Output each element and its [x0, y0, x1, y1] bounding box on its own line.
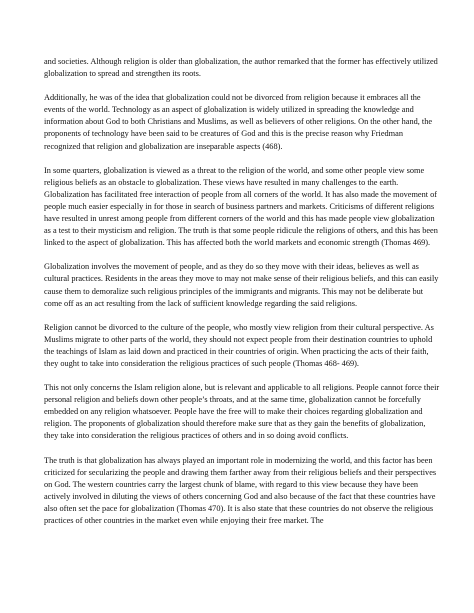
- paragraph-3: In some quarters, globalization is viewed as a threat to the religion of the world, and some other people view some religious beliefs as an obstacle to globalization. These views have resulted in many challenges to the earth. Globalization has facilitated free interaction of people from all corners of the world. It has also made the movement of people much easier especially in for those in search of business partners and markets. Criticisms of different religions have resulted in unrest among people from different corners of the world and this has made people view globalization as a test to their mysticism and religion. The truth is that some people ridicule the religions of others, and this has been linked to the aspect of globalization. This has affected both the world markets and economic strength (Thomas 469).: [44, 165, 438, 248]
- paragraph-1: and societies. Although religion is older than globalization, the author remarked that the former has effectively utilized globalization to spread and strengthen its roots.: [44, 57, 438, 79]
- paragraph-2: Additionally, he was of the idea that globalization could not be divorced from religion because it embraces all the events of the world. Technology as an aspect of globalization is widely utilized in spreading the knowledge and information about God to both Christians and Muslims, as well as believers of other religions. On the other hand, the proponents of technology have been said to be creatures of God and this is the precise reason why Friedman recognized that religion and globalization are inseparable aspects (468).: [44, 93, 433, 151]
- paragraph-4: Globalization involves the movement of people, and as they do so they move with their ideas, believes as well as cultural practices. Residents in the areas they move to may not make sense of their religious beliefs, and this can easily cause them to demoralize such religious principles of the immigrants and migrants. This may not be deliberate but come off as an act resulting from the lack of sufficient knowledge regarding the said religions.: [44, 262, 439, 308]
- paragraph-5: Religion cannot be divorced to the culture of the people, who mostly view religion from their cultural perspective. As Muslims migrate to other parts of the world, they should not expect people from their destination countries to uphold the teachings of Islam as laid down and practiced in their countries of origin. When practicing the acts of their faith, they ought to take into consideration the religious practices of such people (Thomas 468- 469).: [44, 322, 434, 368]
- document-page: [44, 56, 440, 539]
- paragraph-7: The truth is that globalization has always played an important role in modernizing the world, and this factor has been criticized for secularizing the people and drawing them farther away from their religious beliefs and their perspectives on God. The western countries carry the largest chunk of blame, with regard to this view because they have been actively involved in diluting the views of others concerning God and also because of the fact that these countries have also often set the pace for globalization (Thomas 470). It is also state that these countries do not observe the religious practices of other countries in the market even while enjoying their free market. The: [44, 455, 437, 525]
- paragraph-6: This not only concerns the Islam religion alone, but is relevant and applicable to all religions. People cannot force their personal religion and beliefs down other people’s throats, and at the same time, globalization cannot be forcefully embedded on any religion whatsoever. People have the free will to make their choices regarding globalization and religion. The proponents of globalization should therefore make sure that as they gain the benefits of globalization, they take into consideration the religious practices of others and in so doing avoid conflicts.: [44, 383, 440, 441]
